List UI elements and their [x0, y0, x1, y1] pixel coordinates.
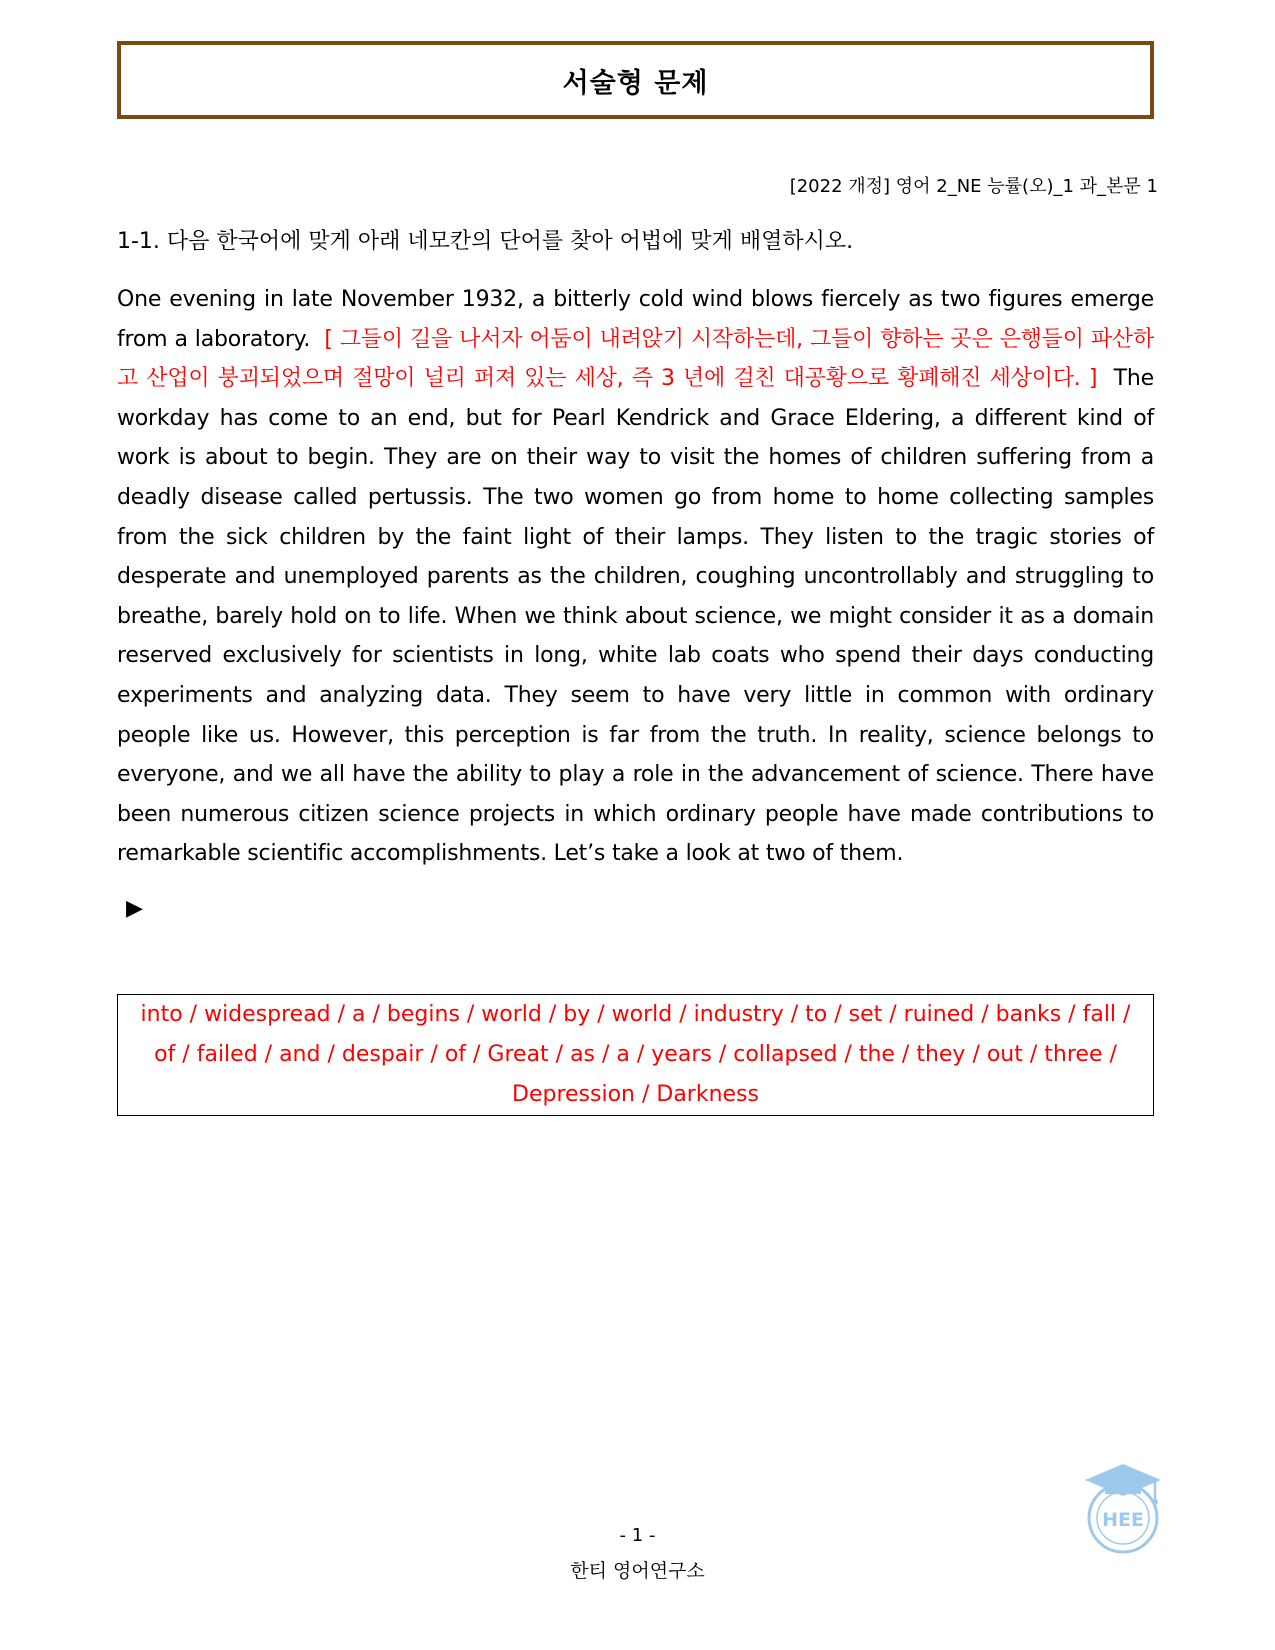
hee-logo-icon — [1083, 1460, 1163, 1556]
answer-arrow-icon: ▶ — [126, 896, 143, 921]
page-title: 서술형 문제 — [562, 67, 709, 99]
passage-intro: One evening in late November 1932, a bitterly cold wind blows fiercely as two figures emerge from a laboratory. — [117, 287, 1154, 352]
logo-text: HEE — [1102, 1509, 1144, 1531]
passage-body: The workday has come to an end, but for Pearl Kendrick and Grace Eldering, a different kind of work is about to begin. They are on their way to visit the homes of children suffering from a deadly disease called pertussis. The two women go from home to home collecting samples from the sick children by the faint light of their lamps. They listen to the tragic stories of desperate and unemployed parents as the children, coughing uncontrollably and struggling to breathe, barely hold on to life. When we think about science, we might consider it as a domain reserved exclusively for scientists in long, white lab coats who spend their days conducting experiments and analyzing data. They seem to have very little in common with ordinary people like us. However, this perception is far from the truth. In reality, science belongs to everyone, and we all have the ability to play a role in the advancement of science. There have been numerous citizen science projects in which ordinary people have made contributions to remarkable scientific accomplishments. Let’s take a look at two of them. — [117, 366, 1154, 867]
page-number: - 1 - — [619, 1525, 656, 1546]
footer-organization: 한티 영어연구소 — [570, 1560, 705, 1582]
word-bank-box — [117, 994, 1154, 1116]
passage — [117, 280, 1154, 874]
question-prompt: 1-1. 다음 한국어에 맞게 아래 네모칸의 단어를 찾아 어법에 맞게 배열하시오. — [117, 229, 854, 254]
title-box — [117, 41, 1154, 119]
source-label: [2022 개정] 영어 2_NE 능률(오)_1 과_본문 1 — [789, 176, 1158, 197]
korean-translation: [ 그들이 길을 나서자 어둠이 내려앉기 시작하는데, 그들이 향하는 곳은 은행들이 파산하고 산업이 붕괴되었으며 절망이 널리 퍼져 있는 세상, 즉 3 년에 걸친 대공황으로 황폐해진 세상이다. ] — [117, 326, 1155, 392]
word-bank: into / widespread / a / begins / world / by / world / industry / to / set / ruined / banks / fall / of / failed / and / despair / of / Great / as / a / years / collapsed / the / they / out / three / Depression / Darkness — [140, 1002, 1131, 1107]
